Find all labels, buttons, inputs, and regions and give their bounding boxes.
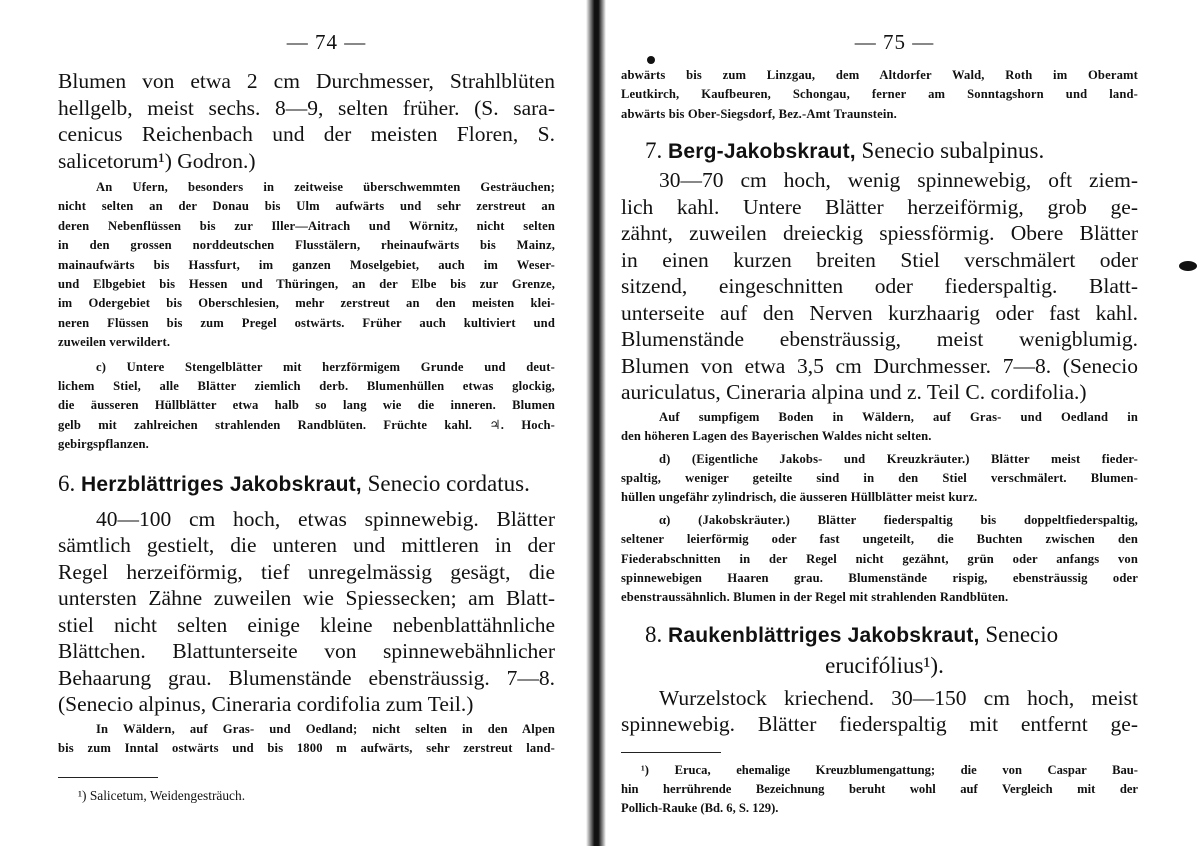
left-page bbox=[0, 0, 585, 846]
heading-latin-continued: erucifólius¹). bbox=[825, 652, 944, 678]
text-line: untersten Zähne zuweilen wie Spiessecken; am Blatt- bbox=[58, 586, 555, 611]
text-line: zähnt, zuweilen dreieckig spiessförmig. Obere Blätter bbox=[621, 221, 1138, 246]
heading-latin: Senecio subalpinus. bbox=[861, 138, 1045, 164]
text-line: abwärts bis zum Linzgau, dem Altdorfer Wald, Roth im Oberamt bbox=[621, 68, 1138, 82]
text-line: 30—70 cm hoch, wenig spinnewebig, oft ziem- bbox=[659, 168, 1138, 193]
text-line: hüllen ungefähr zylindrisch, die äusseren Hüllblätter meist kurz. bbox=[621, 490, 978, 505]
text-line: Pollich-Rauke (Bd. 6, S. 129). bbox=[621, 800, 779, 815]
text-line: Blumen von etwa 3,5 cm Durchmesser. 7—8. (Senecio bbox=[621, 353, 1138, 378]
text-line: In Wäldern, auf Gras- und Oedland; nicht selten in den Alpen bbox=[96, 721, 555, 736]
footnote bbox=[621, 761, 1138, 818]
habitat-paragraph-7 bbox=[621, 408, 1138, 447]
species-heading-8 bbox=[645, 620, 1138, 651]
text-line: ¹) Eruca, ehemalige Kreuzblumengattung; die von Caspar Bau- bbox=[641, 762, 1138, 777]
text-line: unterseite auf den Nerven kurzhaarig oder fast kahl. bbox=[621, 300, 1138, 325]
heading-number: 8. bbox=[645, 621, 663, 647]
heading-name: Berg-Jakobskraut, bbox=[668, 140, 856, 164]
text-line: spaltig, weniger geteilte sind in den Stiel verschmälert. Blumen- bbox=[621, 470, 1138, 485]
text-line: im Odergebiet bis Oberschlesien, mehr zerstreut an den meisten klei- bbox=[58, 296, 555, 311]
text-line: Regel herzeiförmig, tief unregelmässig gesägt, die bbox=[58, 559, 555, 584]
text-line: die äusseren Hüllblätter etwa halb so lang wie die inneren. Blumen bbox=[58, 398, 555, 413]
heading-number: 6. bbox=[58, 470, 76, 496]
page-number: — 74 — bbox=[286, 30, 367, 54]
right-page bbox=[607, 0, 1200, 846]
text-line: Blumen von etwa 2 cm Durchmesser, Strahlblüten bbox=[58, 69, 555, 93]
heading-latin: Senecio bbox=[985, 621, 1059, 647]
heading-name: Raukenblättriges Jakobskraut, bbox=[668, 623, 980, 647]
text-line: α) (Jakobskräuter.) Blätter fiederspaltig bis doppeltfiederspaltig, bbox=[659, 512, 1138, 527]
text-line: (Senecio alpinus, Cineraria cordifolia zum Teil.) bbox=[58, 692, 474, 717]
species-heading-7 bbox=[645, 136, 1138, 167]
heading-latin: Senecio cordatus. bbox=[367, 470, 530, 496]
footnote-rule bbox=[58, 777, 158, 778]
habitat-paragraph-2 bbox=[58, 720, 555, 759]
text-line: bis zum Inntal ostwärts und bis 1800 m aufwärts, sehr zerstreut land- bbox=[58, 741, 555, 756]
text-line: nicht selten an der Donau bis Ulm aufwärts und sehr zerstreut an bbox=[58, 199, 555, 214]
description-paragraph-8 bbox=[621, 685, 1138, 738]
text-line: Wurzelstock kriechend. 30—150 cm hoch, meist bbox=[659, 685, 1138, 710]
heading-number: 7. bbox=[645, 138, 663, 164]
text-line: in den grossen norddeutschen Flusstälern, rheinaufwärts bis Mainz, bbox=[58, 238, 555, 253]
text-line: sitzend, eingeschnitten oder fiederspaltig. Blatt- bbox=[621, 274, 1138, 299]
text-line: sämtlich gestielt, die unteren und mittleren in der bbox=[58, 533, 555, 558]
footnote-rule bbox=[621, 752, 721, 753]
group-d-paragraph bbox=[621, 450, 1138, 508]
text-line: spinnewebigen Haaren grau. Blumenstände rispig, ebensträussig oder bbox=[621, 570, 1138, 585]
species-heading-6 bbox=[58, 469, 555, 500]
footnote: ¹) Salicetum, Weidengesträuch. bbox=[78, 787, 246, 803]
text-line: lichem Stiel, alle Blätter ziemlich derb. Blumenhüllen etwas glockig, bbox=[58, 379, 555, 394]
text-line: salicetorum¹) Godron.) bbox=[58, 148, 256, 173]
heading-name: Herzblättriges Jakobskraut, bbox=[81, 472, 362, 496]
page-number: — 75 — bbox=[854, 30, 935, 54]
text-line: mainaufwärts bis Hassfurt, im ganzen Moselgebiet, auch im Weser- bbox=[58, 257, 555, 272]
text-line: deren Nebenflüssen bis zur Iller—Aitrach und Wörnitz, nicht selten bbox=[58, 218, 555, 233]
text-line: gebirgspflanzen. bbox=[58, 437, 149, 452]
book-gutter bbox=[586, 0, 606, 846]
text-line: lich kahl. Untere Blätter herzeiförmig, grob ge- bbox=[621, 194, 1138, 219]
text-line: den höheren Lagen des Bayerischen Waldes nicht selten. bbox=[621, 429, 932, 444]
text-line: Leutkirch, Kaufbeuren, Schongau, ferner am Sonntagshorn und land- bbox=[621, 87, 1138, 102]
text-line: cenicus Reichenbach und der meisten Floren, S. bbox=[58, 122, 555, 146]
text-line: und Elbgebiet bis Hessen und Thüringen, an der Elbe bis zur Grenze, bbox=[58, 277, 555, 292]
text-line: Blumenstände ebensträussig, meist wenigblumig. bbox=[621, 327, 1138, 352]
text-line: c) Untere Stengelblätter mit herzförmigem Grunde und deut- bbox=[96, 359, 555, 374]
group-alpha-paragraph bbox=[621, 511, 1138, 608]
text-line: stiel nicht selten einige kleine nebenblattähnliche bbox=[58, 612, 555, 637]
text-line: Auf sumpfigem Boden in Wäldern, auf Gras- und Oedland in bbox=[659, 409, 1138, 424]
text-line: hin herrührende Bezeichnung beruht wohl auf Vergleich mit der bbox=[621, 781, 1138, 796]
text-line: Behaarung grau. Blumenstände ebensträussig. 7—8. bbox=[58, 665, 555, 690]
description-paragraph bbox=[58, 506, 555, 718]
intro-paragraph bbox=[58, 68, 555, 174]
text-line: spinnewebig. Blätter fiederspaltig mit entfernt ge- bbox=[621, 712, 1138, 737]
text-line: An Ufern, besonders in zeitweise überschwemmten Gesträuchen; bbox=[96, 180, 555, 194]
text-line: gelb mit zahlreichen strahlenden Randblüten. Früchte kahl. ♃. Hoch- bbox=[58, 417, 555, 432]
description-paragraph-7 bbox=[621, 167, 1138, 406]
text-line: neren Flüssen bis zum Pregel ostwärts. Früher auch kultiviert und bbox=[58, 315, 555, 330]
text-line: abwärts bis Ober-Siegsdorf, Bez.-Amt Traunstein. bbox=[621, 106, 897, 121]
text-line: d) (Eigentliche Jakobs- und Kreuzkräuter.) Blätter meist fieder- bbox=[659, 451, 1138, 466]
habitat-paragraph bbox=[58, 178, 555, 353]
text-line: ebenstraussähnlich. Blumen in der Regel mit strahlenden Randblüten. bbox=[621, 590, 1009, 605]
group-c-paragraph bbox=[58, 358, 555, 455]
text-line: Blättchen. Blattunterseite von spinnewebähnlicher bbox=[58, 639, 555, 664]
text-line: in einen kurzen breiten Stiel verschmälert oder bbox=[621, 247, 1138, 272]
continuation-paragraph bbox=[621, 66, 1138, 124]
text-line: Fiederabschnitten in der Regel nicht gezähnt, grün oder anfangs von bbox=[621, 551, 1138, 566]
text-line: seltener leierförmig oder fast ungeteilt, die Buchten zwischen den bbox=[621, 532, 1138, 547]
text-line: hellgelb, meist sechs. 8—9, selten früher. (S. sara- bbox=[58, 95, 555, 120]
text-line: auriculatus, Cineraria alpina und z. Teil C. cordifolia.) bbox=[621, 380, 1087, 405]
text-line: zuweilen verwildert. bbox=[58, 335, 171, 350]
text-line: 40—100 cm hoch, etwas spinnewebig. Blätter bbox=[96, 506, 555, 531]
